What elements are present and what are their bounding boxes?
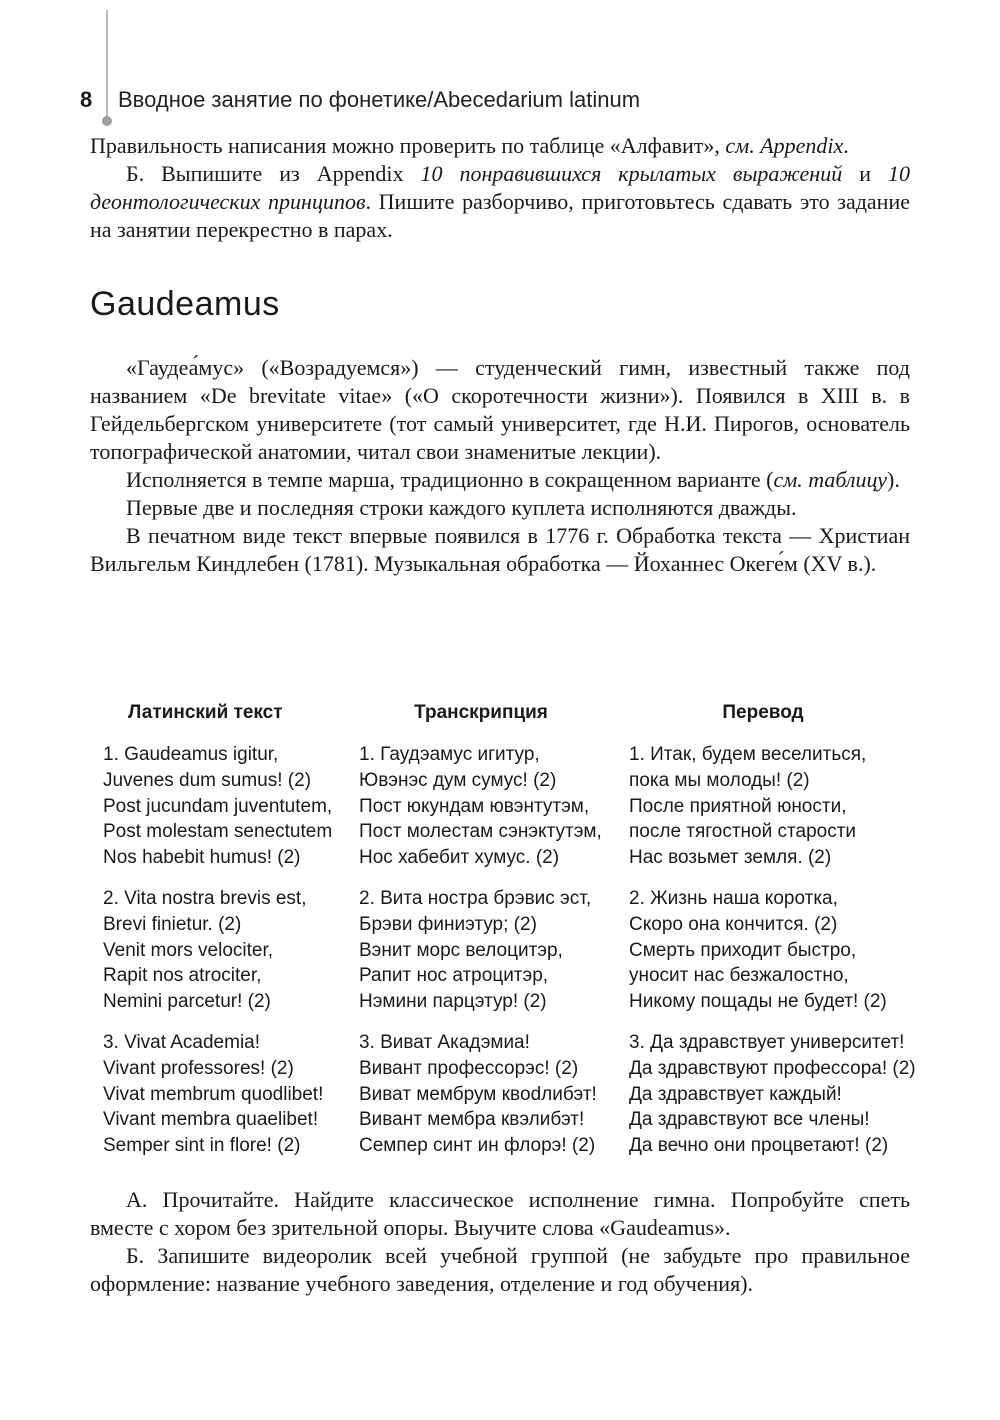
verse-line: 2. Вита нострa брэвис эст, xyxy=(359,887,592,909)
tasks-section xyxy=(90,1186,910,1298)
intro-p1-ref: см. Appendix xyxy=(725,133,844,158)
verse-line: Post jucundam juventutem, xyxy=(103,795,333,817)
verse-line: пока мы молоды! (2) xyxy=(629,769,810,791)
verse xyxy=(629,742,910,871)
verse-line: Vivant membra quaelibet! xyxy=(103,1109,319,1131)
intro-p1-text: Правильность написания можно проверить по таблице «Алфавит», xyxy=(90,133,726,158)
verse xyxy=(629,886,910,1015)
intro-p2-em1: 10 понравившихся крылатых выражений xyxy=(420,161,843,186)
verse-line: Post molestam senectutem xyxy=(103,821,333,843)
verse-line: Venit mors velociter, xyxy=(103,939,274,961)
section-p2-em: см. таблицу xyxy=(773,467,887,492)
section-paragraph-2 xyxy=(90,466,910,494)
column-header-latin: Латинский текст xyxy=(128,702,283,723)
intro-p2-start: Б. Выпишите из Appendix xyxy=(126,161,421,186)
verse-line: Вивант профессорэс! (2) xyxy=(359,1057,579,1079)
intro-paragraph-1 xyxy=(90,132,910,160)
verse-line: Vivant professores! (2) xyxy=(103,1057,294,1079)
translation-column xyxy=(616,742,916,1174)
intro-p2-end: . Пишите разборчиво, приготовьтесь сдавать это задание на занятии перекрестно в парах. xyxy=(90,189,910,242)
verse-line: 3. Vivat Academia! xyxy=(103,1031,261,1053)
section-p2-end: ). xyxy=(887,467,900,492)
verse-line: 1. Гаудэамус игитур, xyxy=(359,744,540,765)
transcription-column xyxy=(346,742,616,1174)
verse-line: Нос хабебит хумус. (2) xyxy=(359,847,560,869)
verse-line: Брэви финиэтур; (2) xyxy=(359,913,537,935)
verse-line: Пост молестам сэнэктутэм, xyxy=(359,821,602,843)
lyrics-table xyxy=(90,700,916,1174)
verse-line: 2. Vita nostra brevis est, xyxy=(103,887,307,909)
section-title: Gaudeamus xyxy=(90,285,280,323)
verse-line: Nos habebit humus! (2) xyxy=(103,847,301,869)
verse xyxy=(359,742,616,871)
verse xyxy=(359,1030,616,1159)
main-content xyxy=(90,132,910,578)
verse-line: Вэнит морс велоцитэр, xyxy=(359,939,563,961)
verse-line: Скоро она кончится. (2) xyxy=(629,913,838,935)
verse-line: 1. Итак, будем веселиться, xyxy=(629,744,867,765)
intro-paragraph-2 xyxy=(90,160,910,244)
verse-line: Виват мембрум квodлибэт! xyxy=(359,1083,597,1105)
running-header xyxy=(80,84,640,116)
verse-line: Vivat membrum quodlibet! xyxy=(103,1083,324,1105)
verse xyxy=(629,1030,916,1159)
verse-line: Вивант мембра квэлибэт! xyxy=(359,1109,585,1131)
page-number: 8 xyxy=(80,87,93,112)
verse-line: Да вечно они процветают! (2) xyxy=(629,1135,889,1157)
running-title: Вводное занятие по фонетике/Abecedarium latinum xyxy=(118,87,641,112)
verse-line: Brevi finietur. (2) xyxy=(103,913,242,935)
verse-line: 3. Да здравствует университет! xyxy=(629,1031,905,1053)
intro-p1-end: . xyxy=(843,133,849,158)
verse xyxy=(103,742,346,871)
header-rule-dot xyxy=(102,116,112,126)
verse-line: 2. Жизнь наша коротка, xyxy=(629,887,838,909)
section-p2-start: Исполняется в темпе марша, традиционно в сокращенном варианте ( xyxy=(126,467,774,492)
verse-line: Никому пощады не будет! (2) xyxy=(629,991,887,1013)
verse-line: Да здравствуют все члены! xyxy=(629,1109,870,1131)
verse-line: Смерть приходит быстро, xyxy=(629,939,857,961)
intro-p2-and: и xyxy=(842,161,888,186)
column-header-translation: Перевод xyxy=(722,702,804,723)
verse xyxy=(103,1030,346,1159)
task-b: Б. Запишите видеоролик всей учебной группой (не забудьте про правильное оформление: название учебного заведения, отделение и год обучения). xyxy=(90,1243,910,1296)
section-paragraph-3: Первые две и последняя строки каждого куплета исполняются дважды. xyxy=(126,495,797,520)
verse-line: после тягостной старости xyxy=(629,821,857,843)
verse-line: Нэмини парцэтур! (2) xyxy=(359,991,547,1013)
verse-line: Rapit nos atrociter, xyxy=(103,965,262,987)
verse-line: Нас возьмет земля. (2) xyxy=(629,847,832,869)
verse-line: 3. Виват Акадэмиа! xyxy=(359,1031,530,1053)
intro-p2-em2: 10 деонтологических принципов xyxy=(90,161,910,214)
verse xyxy=(103,886,346,1015)
verse-line: Semper sint in flore! (2) xyxy=(103,1135,301,1157)
column-header-transcription: Транскрипция xyxy=(414,702,548,723)
section-paragraph-1: «Гаудеа́мус» («Возрадуемся») — студенческий гимн, известный также под названием «De brevitate vitae» («О скоротечности жизни»). Появился в XIII в. в Гейдельбергском университете (тот самый университет, где Н.И. Пирогов, основатель топографической анатомии, читал свои знаменитые лекции). xyxy=(90,355,910,464)
verse-line: Рапит нос атроцитэр, xyxy=(359,965,549,987)
task-a: А. Прочитайте. Найдите классическое исполнение гимна. Попробуйте спеть вместе с хором без зрительной опоры. Выучите слова «Gaudeamus». xyxy=(90,1187,910,1240)
section-paragraph-4: В печатном виде текст впервые появился в 1776 г. Обработка текста — Христиан Вильгельм Киндлебен (1781). Музыкальная обработка — Йоханнес Океге́м (XV в.). xyxy=(90,523,910,576)
verse xyxy=(359,886,616,1015)
verse-line: уносит нас безжалостно, xyxy=(629,965,849,987)
verse-line: Ювэнэс дум сумус! (2) xyxy=(359,769,557,791)
verse-line: Пост юкундам ювэнтутэм, xyxy=(359,795,590,817)
verse-line: Да здравствуют профессора! (2) xyxy=(629,1057,916,1079)
table-header-row xyxy=(90,700,910,726)
table-body xyxy=(90,742,916,1174)
verse-line: Juvenes dum sumus! (2) xyxy=(103,769,312,791)
verse-line: 1. Gaudeamus igitur, xyxy=(103,744,279,765)
verse-line: Семпер синт ин флорэ! (2) xyxy=(359,1135,596,1157)
verse-line: После приятной юности, xyxy=(629,795,847,817)
verse-line: Да здравствует каждый! xyxy=(629,1083,842,1105)
latin-column xyxy=(90,742,346,1174)
verse-line: Nemini parcetur! (2) xyxy=(103,991,271,1013)
